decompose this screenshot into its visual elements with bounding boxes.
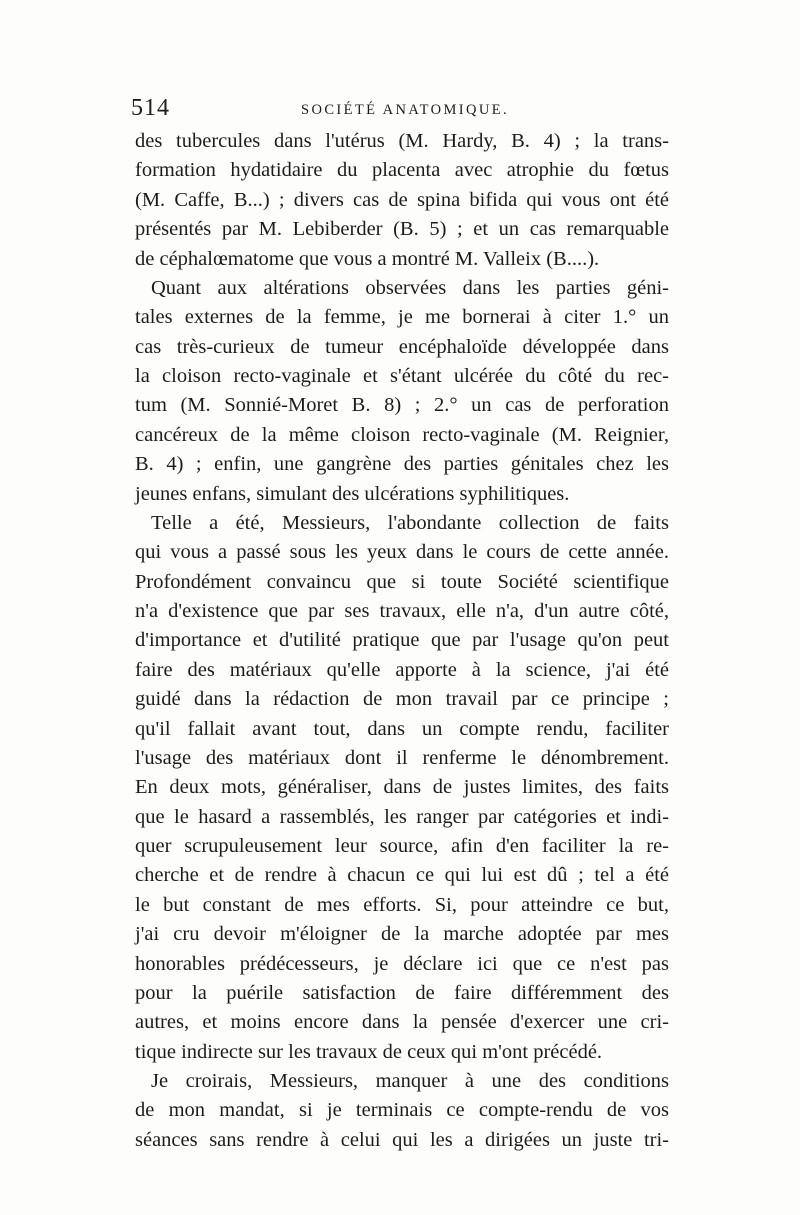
text-line: Profondément convaincu que si toute Société scientifique	[135, 570, 669, 593]
text-line: qui vous a passé sous les yeux dans le cours de cette année.	[135, 541, 669, 564]
text-line: quer scrupuleusement leur source, afin d'en faciliter la re-	[135, 835, 669, 857]
text-line: Telle a été, Messieurs, l'abondante collection de faits	[151, 511, 669, 534]
text-line: la cloison recto-vaginale et s'étant ulcérée du côté du rec-	[135, 365, 669, 387]
text-line: n'a d'existence que par ses travaux, elle n'a, d'un autre côté,	[135, 600, 669, 622]
text-line: de mon mandat, si je terminais ce compte-rendu de vos	[135, 1099, 669, 1122]
text-line: Quant aux altérations observées dans les parties géni-	[151, 276, 669, 299]
text-line: Je croirais, Messieurs, manquer à une des conditions	[151, 1070, 669, 1092]
text-line: présentés par M. Lebiberder (B. 5) ; et un cas remarquable	[135, 218, 669, 241]
text-line: tum (M. Sonnié-Moret B. 8) ; 2.° un cas de perforation	[135, 394, 669, 417]
text-line: d'importance et d'utilité pratique que par l'usage qu'on peut	[135, 629, 669, 652]
text-line: formation hydatidaire du placenta avec atrophie du fœtus	[135, 159, 669, 182]
text-line: cas très-curieux de tumeur encéphaloïde développée dans	[135, 335, 669, 358]
text-line: de céphalœmatome que vous a montré M. Valleix (B....).	[135, 247, 600, 270]
text-line: honorables prédécesseurs, je déclare ici que ce n'est pas	[135, 952, 669, 975]
text-line: autres, et moins encore dans la pensée d'exercer une cri-	[135, 1011, 669, 1034]
text-line: En deux mots, généraliser, dans de justes limites, des faits	[135, 776, 669, 799]
text-line: j'ai cru devoir m'éloigner de la marche adoptée par mes	[135, 923, 669, 946]
running-title: SOCIÉTÉ ANATOMIQUE.	[301, 102, 510, 118]
text-line: tales externes de la femme, je me bornerai à citer 1.° un	[135, 306, 669, 329]
page-number: 514	[131, 95, 170, 121]
page-header	[131, 95, 671, 125]
text-line: séances sans rendre à celui qui les a dirigées un juste tri-	[135, 1128, 669, 1151]
text-line: tique indirecte sur les travaux de ceux qui m'ont précédé.	[135, 1040, 603, 1063]
text-line: B. 4) ; enfin, une gangrène des parties génitales chez les	[135, 453, 669, 476]
text-line: l'usage des matériaux dont il renferme le dénombrement.	[135, 746, 669, 769]
text-line: qu'il fallait avant tout, dans un compte rendu, faciliter	[135, 717, 669, 740]
text-line: le but constant de mes efforts. Si, pour atteindre ce but,	[135, 893, 669, 916]
body-text	[135, 127, 669, 1155]
text-line: jeunes enfans, simulant des ulcérations syphilitiques.	[135, 482, 570, 505]
text-line: que le hasard a rassemblés, les ranger par catégories et indi-	[135, 805, 669, 828]
text-line: cancéreux de la même cloison recto-vaginale (M. Reignier,	[135, 423, 669, 446]
text-line: guidé dans la rédaction de mon travail par ce principe ;	[135, 688, 669, 711]
text-line: cherche et de rendre à chacun ce qui lui est dû ; tel a été	[135, 864, 669, 887]
text-line: (M. Caffe, B...) ; divers cas de spina bifida qui vous ont été	[135, 188, 669, 211]
text-line: faire des matériaux qu'elle apporte à la science, j'ai été	[135, 658, 669, 681]
text-line: pour la puérile satisfaction de faire différemment des	[135, 981, 669, 1004]
text-line: des tubercules dans l'utérus (M. Hardy, B. 4) ; la trans-	[135, 130, 669, 152]
